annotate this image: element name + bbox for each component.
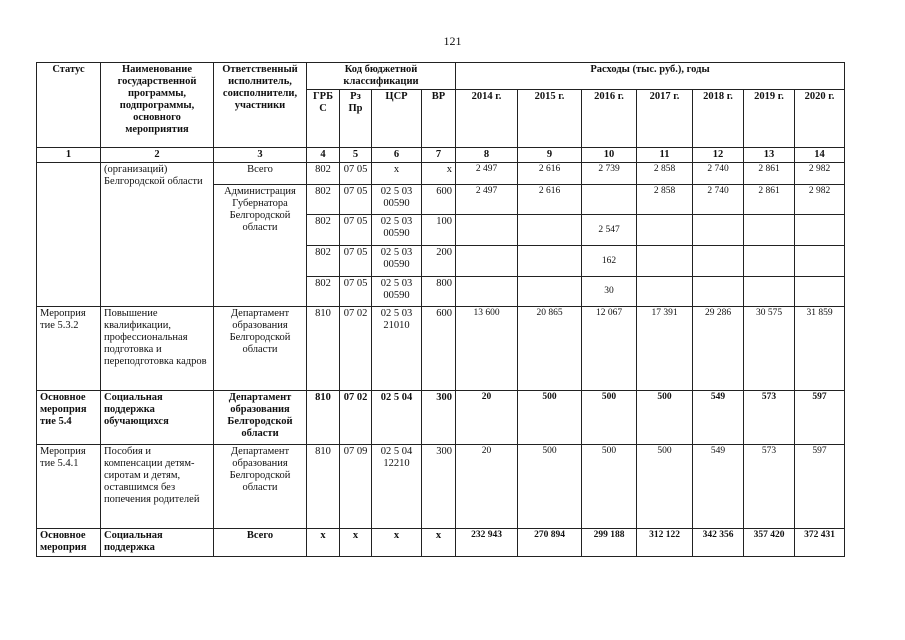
- value-cell: 20 865: [518, 307, 582, 391]
- value-cell: 2 547: [582, 215, 637, 246]
- status-cell: [37, 163, 101, 307]
- value-cell: [456, 215, 518, 246]
- rzpr-cell: 07 05: [340, 215, 372, 246]
- executor-cell: Департамент образования Белгородской области: [214, 445, 307, 529]
- value-cell: 2 861: [744, 163, 795, 185]
- column-number: 5: [340, 148, 372, 163]
- value-cell: 500: [518, 391, 582, 445]
- value-cell: 31 859: [795, 307, 845, 391]
- header-rzpr: Рз Пр: [340, 90, 372, 148]
- column-number: 6: [372, 148, 422, 163]
- value-cell: 597: [795, 445, 845, 529]
- value-cell: 2 739: [582, 163, 637, 185]
- value-cell: [456, 277, 518, 307]
- status-cell: Мероприя тие 5.4.1: [37, 445, 101, 529]
- rzpr-cell: 07 05: [340, 163, 372, 185]
- value-cell: [744, 246, 795, 277]
- header-status: Статус: [37, 63, 101, 148]
- vr-cell: х: [422, 163, 456, 185]
- column-number: 13: [744, 148, 795, 163]
- column-number: 4: [307, 148, 340, 163]
- value-cell: [582, 185, 637, 215]
- value-cell: [693, 277, 744, 307]
- header-year: 2020 г.: [795, 90, 845, 148]
- csr-cell: 02 5 03 21010: [372, 307, 422, 391]
- value-cell: 20: [456, 445, 518, 529]
- program-name: Социальная поддержка обучающихся: [101, 391, 214, 445]
- status-cell: Мероприя тие 5.3.2: [37, 307, 101, 391]
- status-cell: Основное мероприя: [37, 529, 101, 557]
- grbs-cell: 802: [307, 163, 340, 185]
- executor-cell: Департамент образования Белгородской области: [214, 307, 307, 391]
- rzpr-cell: х: [340, 529, 372, 557]
- value-cell: 357 420: [744, 529, 795, 557]
- header-executor: Ответственный исполнитель, соисполнители, участники: [214, 63, 307, 148]
- value-cell: 500: [582, 445, 637, 529]
- value-cell: [456, 246, 518, 277]
- grbs-cell: 810: [307, 391, 340, 445]
- grbs-cell: х: [307, 529, 340, 557]
- value-cell: 549: [693, 391, 744, 445]
- grbs-cell: 802: [307, 185, 340, 215]
- header-code: Код бюджетной классификации: [307, 63, 456, 90]
- header-vr: ВР: [422, 90, 456, 148]
- header-year: 2016 г.: [582, 90, 637, 148]
- value-cell: [795, 277, 845, 307]
- value-cell: 312 122: [637, 529, 693, 557]
- value-cell: 30 575: [744, 307, 795, 391]
- value-cell: 372 431: [795, 529, 845, 557]
- value-cell: 2 861: [744, 185, 795, 215]
- grbs-cell: 810: [307, 307, 340, 391]
- vr-cell: 300: [422, 391, 456, 445]
- executor-cell: Департамент образования Белгородской области: [214, 391, 307, 445]
- csr-cell: 02 5 04 12210: [372, 445, 422, 529]
- value-cell: [518, 277, 582, 307]
- value-cell: 2 982: [795, 185, 845, 215]
- header-expenses: Расходы (тыс. руб.), годы: [456, 63, 845, 90]
- vr-cell: х: [422, 529, 456, 557]
- vr-cell: 600: [422, 307, 456, 391]
- value-cell: 573: [744, 445, 795, 529]
- value-cell: 2 740: [693, 163, 744, 185]
- value-cell: [744, 215, 795, 246]
- value-cell: [637, 215, 693, 246]
- value-cell: 2 982: [795, 163, 845, 185]
- header-year: 2019 г.: [744, 90, 795, 148]
- value-cell: 30: [582, 277, 637, 307]
- program-name: Социальная поддержка: [101, 529, 214, 557]
- column-number: 12: [693, 148, 744, 163]
- header-name: Наименование государственной программы, подпрограммы, основного мероприятия: [101, 63, 214, 148]
- vr-cell: 800: [422, 277, 456, 307]
- value-cell: 162: [582, 246, 637, 277]
- vr-cell: 600: [422, 185, 456, 215]
- rzpr-cell: 07 05: [340, 185, 372, 215]
- value-cell: 2 740: [693, 185, 744, 215]
- value-cell: [693, 246, 744, 277]
- rzpr-cell: 07 05: [340, 277, 372, 307]
- grbs-cell: 802: [307, 246, 340, 277]
- value-cell: [518, 246, 582, 277]
- value-cell: 500: [518, 445, 582, 529]
- csr-cell: 02 5 03 00590: [372, 277, 422, 307]
- value-cell: 2 497: [456, 185, 518, 215]
- column-number: 3: [214, 148, 307, 163]
- executor-cell: Всего: [214, 529, 307, 557]
- value-cell: 2 616: [518, 185, 582, 215]
- grbs-cell: 802: [307, 277, 340, 307]
- column-number: 14: [795, 148, 845, 163]
- csr-cell: х: [372, 529, 422, 557]
- value-cell: 2 858: [637, 185, 693, 215]
- value-cell: [744, 277, 795, 307]
- executor-cell: Всего: [214, 163, 307, 185]
- csr-cell: 02 5 03 00590: [372, 215, 422, 246]
- column-number: 7: [422, 148, 456, 163]
- header-year: 2017 г.: [637, 90, 693, 148]
- value-cell: 29 286: [693, 307, 744, 391]
- value-cell: [637, 246, 693, 277]
- csr-cell: 02 5 03 00590: [372, 185, 422, 215]
- rzpr-cell: 07 09: [340, 445, 372, 529]
- column-number: 11: [637, 148, 693, 163]
- value-cell: 573: [744, 391, 795, 445]
- value-cell: [518, 215, 582, 246]
- header-grbs: ГРБ С: [307, 90, 340, 148]
- value-cell: [795, 246, 845, 277]
- value-cell: 20: [456, 391, 518, 445]
- table-row: [37, 529, 845, 557]
- column-number-row: [37, 148, 845, 163]
- value-cell: 12 067: [582, 307, 637, 391]
- table-row: [37, 391, 845, 445]
- value-cell: [795, 215, 845, 246]
- csr-cell: х: [372, 163, 422, 185]
- status-cell: Основное мероприя тие 5.4: [37, 391, 101, 445]
- value-cell: 232 943: [456, 529, 518, 557]
- table-row: [37, 163, 845, 185]
- rzpr-cell: 07 05: [340, 246, 372, 277]
- value-cell: 2 616: [518, 163, 582, 185]
- value-cell: 17 391: [637, 307, 693, 391]
- grbs-cell: 802: [307, 215, 340, 246]
- column-number: 9: [518, 148, 582, 163]
- header-year: 2015 г.: [518, 90, 582, 148]
- value-cell: 342 356: [693, 529, 744, 557]
- value-cell: 597: [795, 391, 845, 445]
- value-cell: 299 188: [582, 529, 637, 557]
- program-name: Повышение квалификации, профессиональная подготовка и переподготовка кадров: [101, 307, 214, 391]
- table-row: [37, 307, 845, 391]
- header-csr: ЦСР: [372, 90, 422, 148]
- rzpr-cell: 07 02: [340, 307, 372, 391]
- rzpr-cell: 07 02: [340, 391, 372, 445]
- vr-cell: 300: [422, 445, 456, 529]
- value-cell: 2 497: [456, 163, 518, 185]
- value-cell: 500: [582, 391, 637, 445]
- value-cell: 500: [637, 445, 693, 529]
- value-cell: [693, 215, 744, 246]
- value-cell: 13 600: [456, 307, 518, 391]
- value-cell: [637, 277, 693, 307]
- value-cell: 549: [693, 445, 744, 529]
- value-cell: 500: [637, 391, 693, 445]
- value-cell: 270 894: [518, 529, 582, 557]
- csr-cell: 02 5 04: [372, 391, 422, 445]
- header-year: 2018 г.: [693, 90, 744, 148]
- column-number: 10: [582, 148, 637, 163]
- column-number: 2: [101, 148, 214, 163]
- grbs-cell: 810: [307, 445, 340, 529]
- vr-cell: 200: [422, 246, 456, 277]
- value-cell: 2 858: [637, 163, 693, 185]
- executor-cell: Администрация Губернатора Белгородской области: [214, 185, 307, 307]
- column-number: 8: [456, 148, 518, 163]
- program-name: Пособия и компенсации детям-сиротам и детям, оставшимся без попечения родителей: [101, 445, 214, 529]
- vr-cell: 100: [422, 215, 456, 246]
- csr-cell: 02 5 03 00590: [372, 246, 422, 277]
- column-number: 1: [37, 148, 101, 163]
- table-row: [37, 445, 845, 529]
- program-name: (организаций) Белгородской области: [101, 163, 214, 307]
- budget-table: [36, 62, 845, 557]
- page-number: 121: [443, 34, 462, 48]
- header-year: 2014 г.: [456, 90, 518, 148]
